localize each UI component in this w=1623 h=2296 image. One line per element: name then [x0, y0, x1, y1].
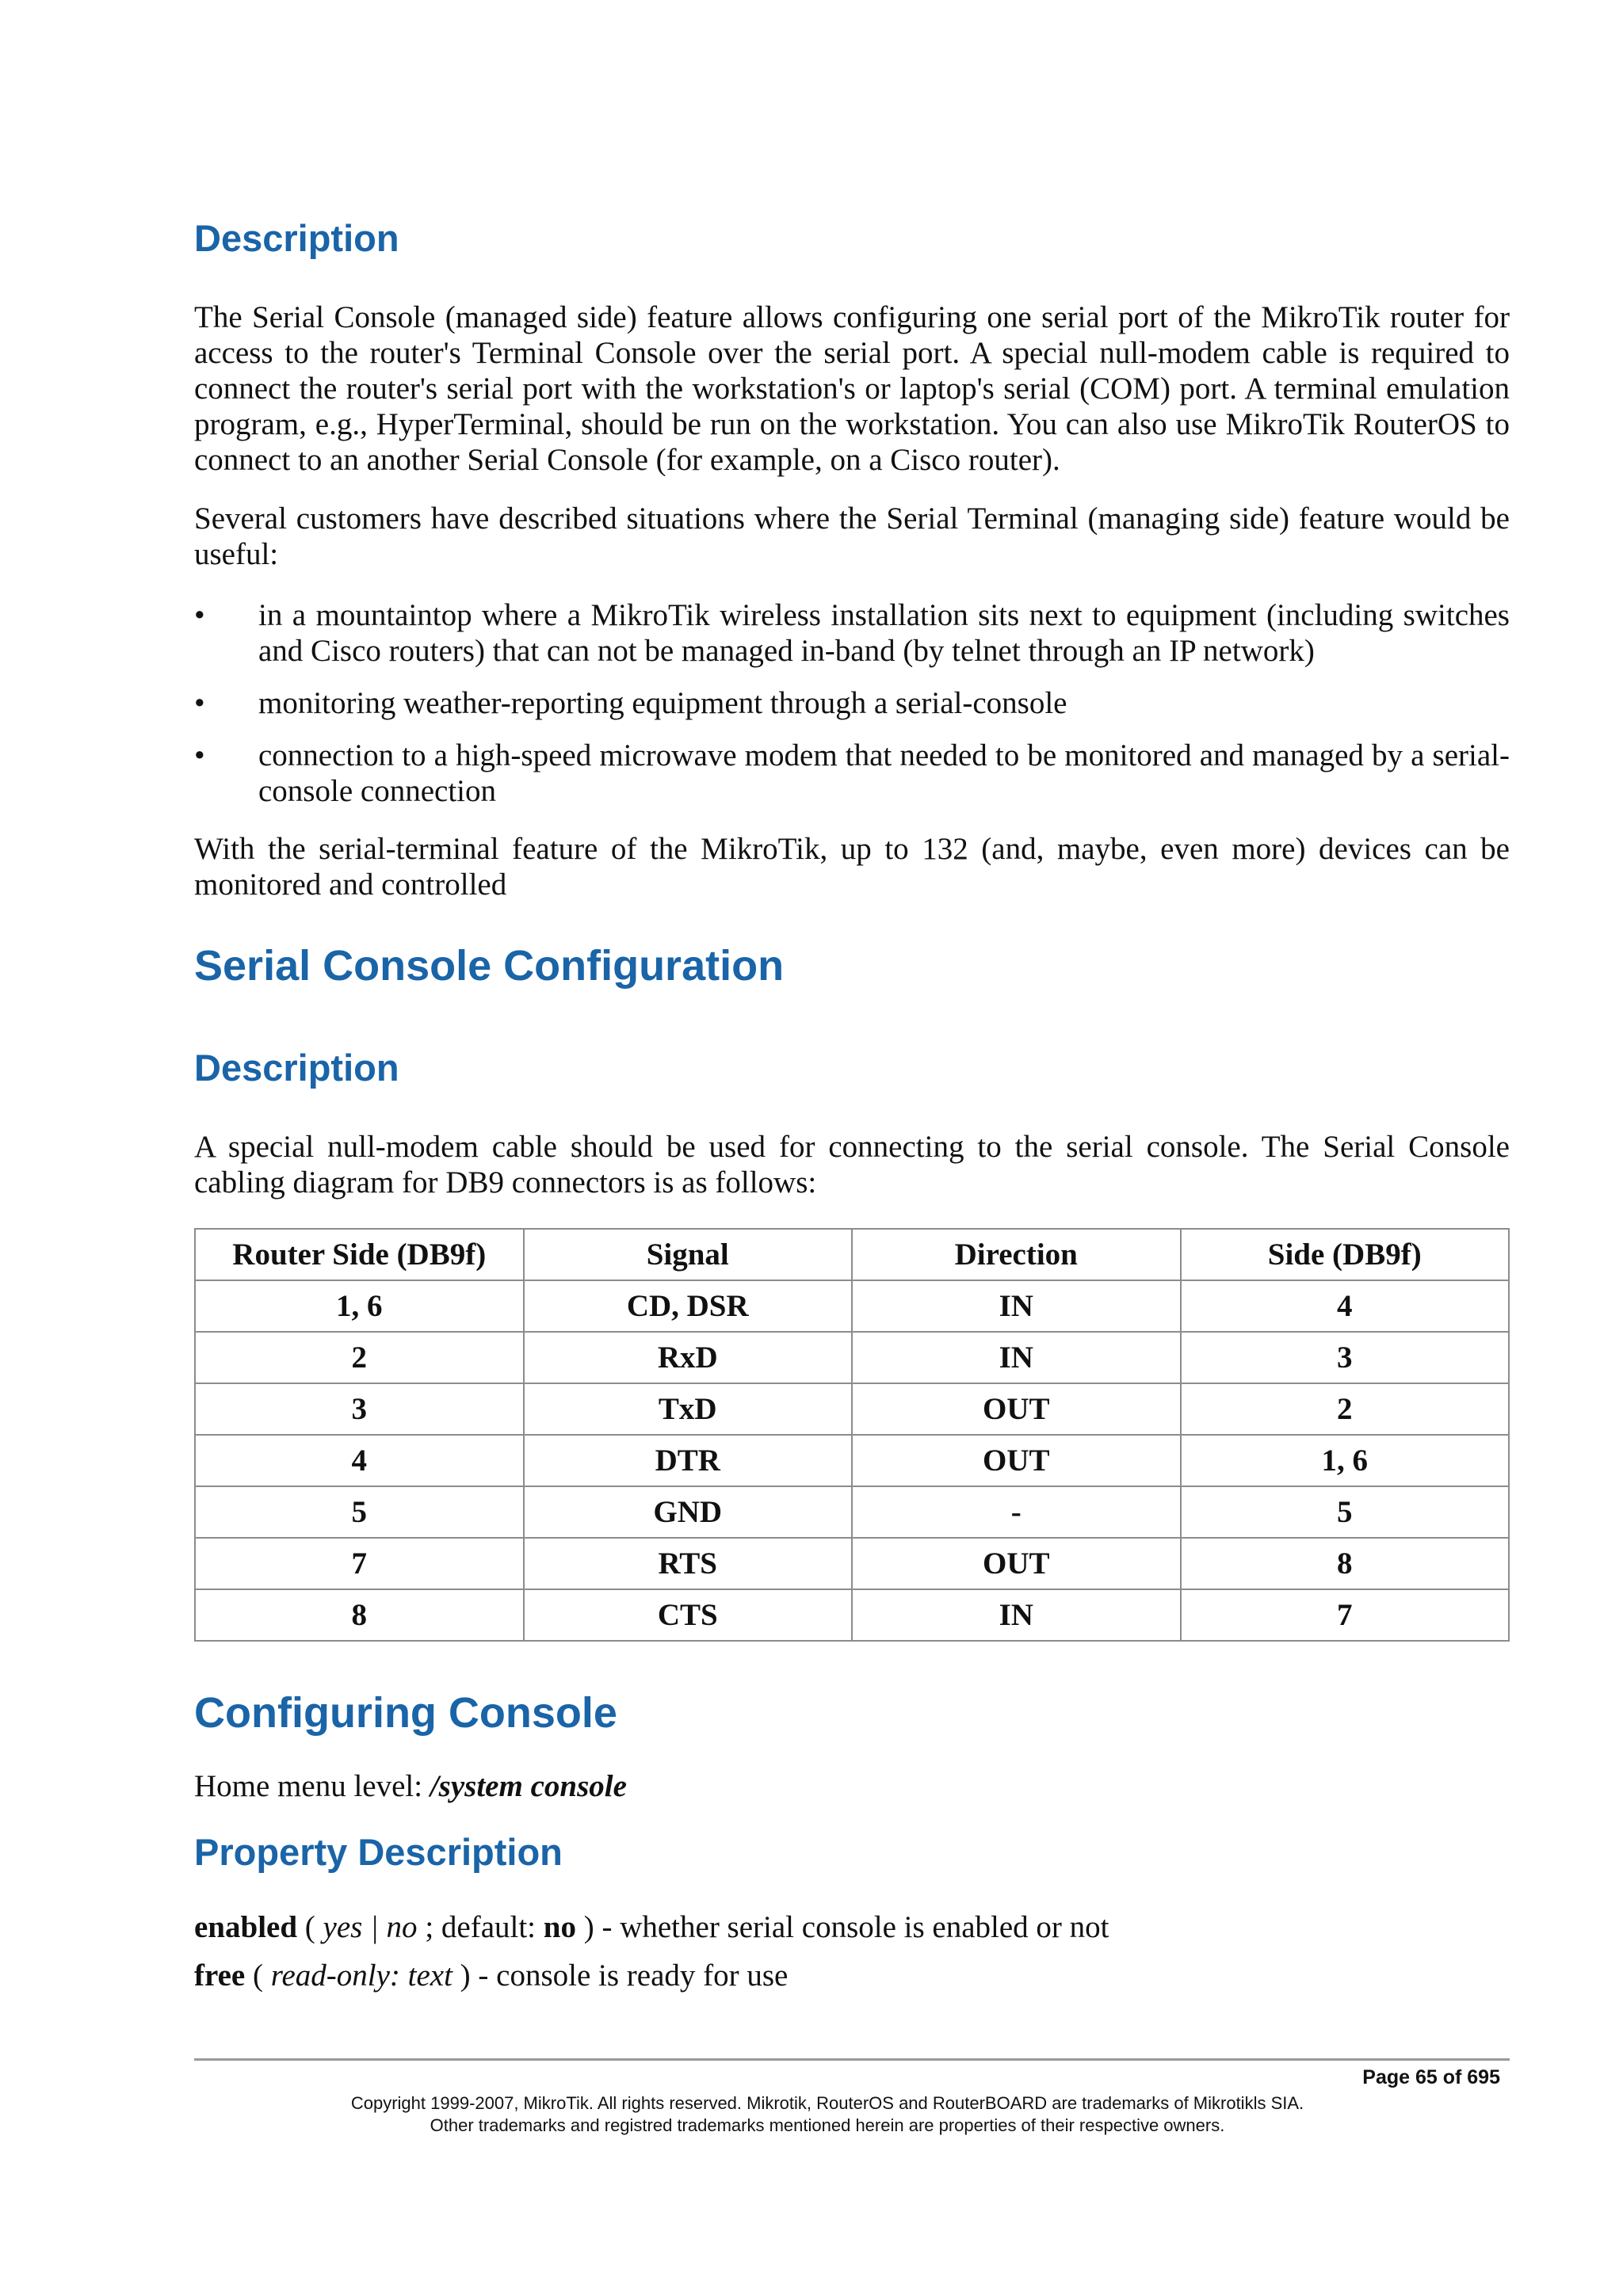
table-row: 7 RTS OUT 8 [195, 1538, 1509, 1589]
bullet-icon: • [194, 686, 205, 720]
menu-level-line [194, 1768, 627, 1804]
property-type: read-only: text [270, 1958, 453, 1993]
db9-pinout-table [194, 1228, 1510, 1642]
list-item: • connection to a high-speed microwave modem that needed to be monitored and managed by a serial-console connection [194, 738, 1510, 808]
intro-paragraph: The Serial Console (managed side) feature allows configuring one serial port of the MikroTik router for access to the router's Terminal Console over the serial port. A special null-modem cable is required to connect the router's serial port with the workstation's or laptop's serial (COM) port. A terminal emulation program, e.g., HyperTerminal, should be run on the workstation. You can also use MikroTik RouterOS to connect to an another Serial Console (for example, on a Cisco router). [194, 300, 1510, 477]
copyright-line-2: Other trademarks and registred trademarks mentioned herein are properties of their respective owners. [430, 2115, 1225, 2135]
header-direction: Direction [852, 1229, 1181, 1280]
header-side: Side (DB9f) [1181, 1229, 1510, 1280]
section-heading-serial-console-configuration: Serial Console Configuration [194, 942, 785, 990]
bullet-icon: • [194, 598, 205, 632]
property-name: free [194, 1958, 246, 1993]
cable-paragraph: A special null-modem cable should be used for connecting to the serial console. The Serial Console cabling diagram for DB9 connectors is as follows: [194, 1130, 1510, 1199]
table-header-row [195, 1229, 1509, 1280]
property-enabled: enabled ( yes | no ; default: no ) - whether serial console is enabled or not [194, 1910, 1109, 1944]
subsection-heading-property-description: Property Description [194, 1831, 563, 1873]
table-row: 8 CTS IN 7 [195, 1589, 1509, 1641]
property-type: yes | no [323, 1910, 418, 1944]
section-heading-configuring-console: Configuring Console [194, 1689, 617, 1737]
property-free: free ( read-only: text ) - console is ready for use [194, 1958, 789, 1993]
section-heading-description: Description [194, 217, 399, 259]
bullet-icon: • [194, 738, 205, 772]
table-row: 4 DTR OUT 1, 6 [195, 1435, 1509, 1486]
menu-path: /system console [430, 1769, 627, 1803]
footer-divider [194, 2058, 1510, 2061]
header-router-side: Router Side (DB9f) [195, 1229, 524, 1280]
table-row: 3 TxD OUT 2 [195, 1383, 1509, 1435]
use-case-list [194, 597, 1510, 826]
copyright-line-1: Copyright 1999-2007, MikroTik. All rights reserved. Mikrotik, RouterOS and RouterBOARD are trademarks of Mikrotikls SIA. [350, 2093, 1304, 2113]
header-signal: Signal [524, 1229, 853, 1280]
list-item: • in a mountaintop where a MikroTik wireless installation sits next to equipment (including switches and Cisco routers) that can not be managed in-band (by telnet through an IP network) [194, 598, 1510, 668]
list-item: • monitoring weather-reporting equipment through a serial-console [194, 686, 1067, 720]
menu-level-label: Home menu level: [194, 1769, 430, 1803]
property-name: enabled [194, 1910, 298, 1944]
serial-terminal-paragraph: With the serial-terminal feature of the MikroTik, up to 132 (and, maybe, even more) devices can be monitored and controlled [194, 832, 1510, 902]
customers-paragraph: Several customers have described situations where the Serial Terminal (managing side) feature would be useful: [194, 502, 1510, 571]
table-row: 5 GND - 5 [195, 1486, 1509, 1538]
property-default: no [543, 1910, 576, 1944]
page-number: Page 65 of 695 [1362, 2066, 1500, 2088]
subsection-heading-description: Description [194, 1047, 399, 1089]
table-row: 1, 6 CD, DSR IN 4 [195, 1280, 1509, 1332]
table-row: 2 RxD IN 3 [195, 1332, 1509, 1383]
